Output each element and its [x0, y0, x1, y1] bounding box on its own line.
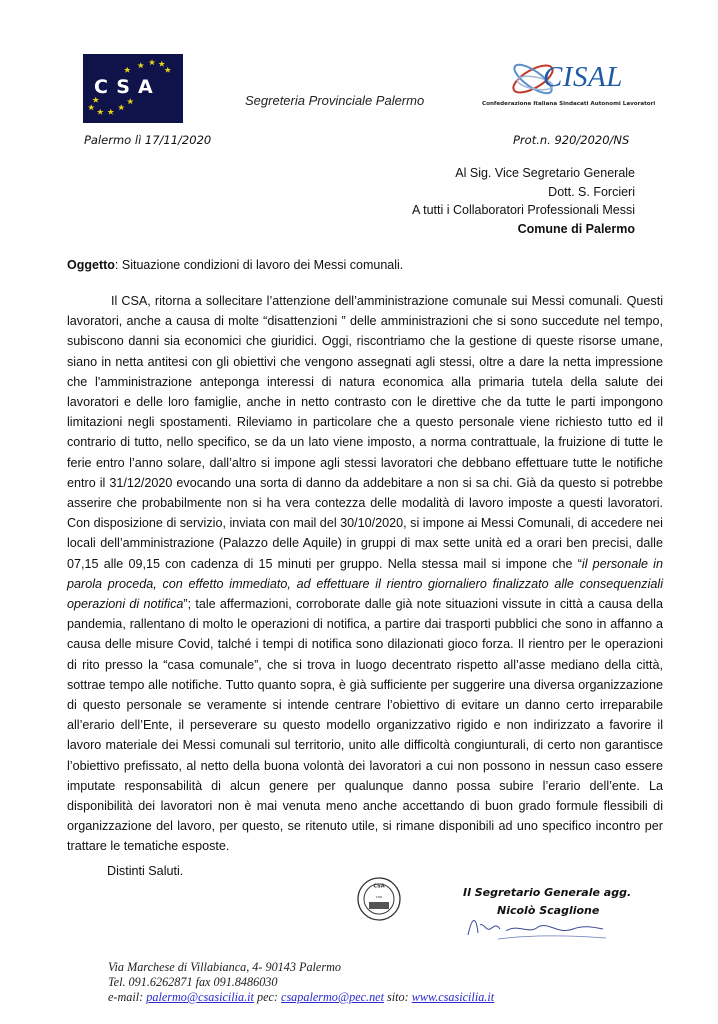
addressee-line: Al Sig. Vice Segretario Generale [455, 166, 635, 180]
addressee-line: Dott. S. Forcieri [548, 184, 635, 199]
body-part-1: Il CSA, ritorna a sollecitare l’attenzione dell’amministrazione comunale sui Messi comunali. Questi lavoratori, anche a causa di molte “disattenzioni ” delle amministrazioni che si sono succedute nel tempo, subiscono danni sia economici che giuridici. Oggi, riscontriamo che la gestione di queste risorse umane, siano in netta antitesi con gli obiettivi che vengono assegnati agli stessi, oltre a dare la netta impressione che l'amministrazione anteponga interessi di natura economica alla primaria tutela della salute dei lavoratori e delle loro famiglie, anche in netto contrasto con le direttive che da tutte le parti impongono limitazioni negli spostamenti. Rileviamo in particolare che a questo personale viene richiesto tutto ed il contrario di tutto, nello specifico, se da un lato viene imposto, a norma contrattuale, la fruizione di tutte le ferie entro l’anno solare, dall’altro si impone agli stessi lavoratori che debbano effettuare tutte le notifiche entro il 31/12/2020 evocando una sorta di danno da addebitare a non si sa chi. Già da questo si potrebbe asserire che probabilmente non si ha vera contezza delle modalità di lavoro imposte a questi lavoratori. Con disposizione di servizio, inviata con mail del 30/10/2020, si impone ai Messi Comunali, di accedere nei locali dell’amministrazione (Palazzo delle Aquile) in gruppi di max sette unità ed a orari ben precisi, dalle 07,15 alle 09,15 con cadenza di 15 minuti per gruppo. Nella stessa mail si impone che “ [67, 294, 663, 571]
footer-address: Via Marchese di Villabianca, 4- 90143 Palermo [108, 960, 341, 974]
letter-body [67, 291, 663, 857]
csa-logo-text: CSA [94, 76, 161, 98]
addressee-organization: Comune di Palermo [517, 221, 635, 236]
signatory-title: Il Segretario Generale agg. [463, 886, 632, 899]
letter-date: Palermo lì 17/11/2020 [84, 133, 212, 147]
site-label: sito: [383, 990, 412, 1004]
signatory-name: Nicolò Scaglione [497, 904, 600, 917]
svg-text:CSA: CSA [373, 883, 385, 890]
cisal-logo-text: CISAL [543, 61, 623, 93]
email-label: e-mail: [108, 990, 147, 1004]
body-part-2: ”; tale affermazioni, corroborate dalle già note situazioni vissute in città a causa della pandemia, rallentano di molto le operazioni di notifica, a partire dai trasporti pubblici che sono in affanno a causa delle misure Covid, talché i tempi di notifica sono dilazionati gioco forza. Il rientro per le operazioni di rito presso la “casa comunale”, che si trova in luogo decentrato rispetto all’asse mediano della città, sottrae tempo alle notifiche. Tutto quanto sopra, è già sufficiente per suggerire una diversa organizzazione di questo personale se veramente si intende centrare l’obiettivo di evitare un danno certo irreparabile all’erario dell’Ente, il perseverare su questo modello organizzativo rigido e non indirizzato a favorire il lavoro materiale dei Messi comunali sul territorio, unito alle difficoltà congiunturali, di certo non garantisce l’obiettivo prefissato, al netto della buona volontà dei lavoratori a cui non possono in nessun caso essere imputate responsabilità di alcun genere per qualunque danno possa subire l’erario dell’ente. La disponibilità dei lavoratori non è mai venuta meno anche accettando di buon grado formule flessibili di organizzazione del lavoro, per questo, se ritenuto utile, si rimane disponibili ad uno specifico incontro per trattare le tematiche esposte. [67, 597, 663, 854]
footer-links [108, 990, 494, 1005]
closing-salutation: Distinti Saluti. [107, 864, 184, 878]
subject-text: : Situazione condizioni di lavoro dei Messi comunali. [114, 258, 404, 272]
subject-line [67, 258, 403, 272]
header-title: Segreteria Provinciale Palermo [245, 93, 425, 108]
subject-label: Oggetto [67, 258, 115, 272]
email-link[interactable]: palermo@csasicilia.it [146, 990, 254, 1004]
svg-text:csa: csa [376, 895, 382, 899]
footer-contacts [108, 960, 494, 1005]
pec-label: pec: [253, 990, 282, 1004]
pec-link[interactable]: csapalermo@pec.net [281, 990, 384, 1004]
csa-logo [83, 54, 183, 123]
protocol-number: Prot.n. 920/2020/NS [513, 133, 630, 147]
addressee-line: A tutti i Collaboratori Professionali Messi [411, 203, 635, 217]
cisal-subtitle: Confederazione Italiana Sindacati Autonomi Lavoratori [482, 101, 656, 107]
body-quote: il personale in parola proceda, con effetto immediato, ad effettuare il rientro giornaliero finalizzato alle consequenziali operazioni di notifica [67, 556, 663, 612]
footer-phone: Tel. 091.6262871 fax 091.8486030 [108, 975, 278, 989]
website-link[interactable]: www.csasicilia.it [411, 990, 495, 1004]
csa-stamp-icon [356, 876, 402, 922]
addressee-block [412, 164, 635, 238]
